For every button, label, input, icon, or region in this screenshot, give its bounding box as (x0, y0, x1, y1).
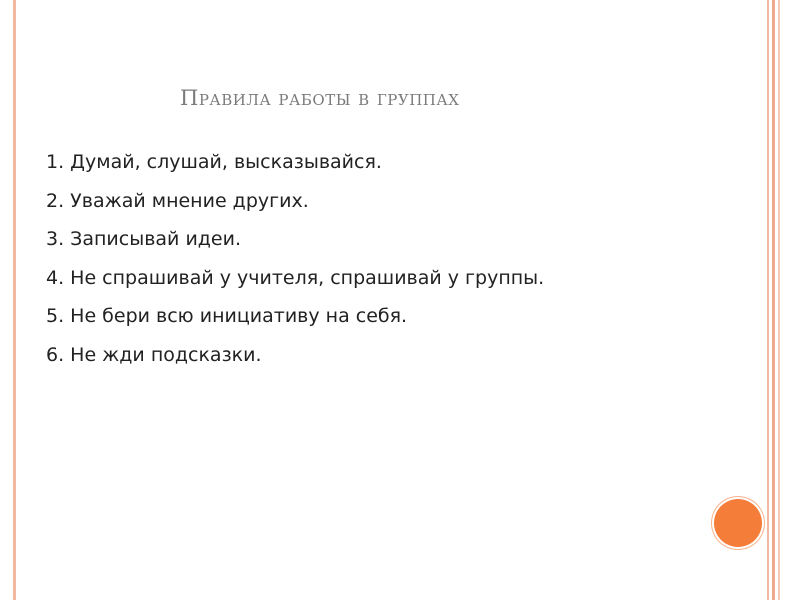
right-frame-line-2 (772, 0, 775, 600)
rules-list (46, 148, 544, 379)
rule-item-3: 3. Записывай идеи. (46, 228, 242, 250)
rule-item-5: 5. Не бери всю инициативу на себя. (46, 305, 408, 327)
rule-item-1: 1. Думай, слушай, высказывайся. (46, 151, 382, 173)
slide-title: Правила работы в группах (180, 86, 460, 110)
rule-item-6: 6. Не жди подсказки. (46, 343, 262, 366)
rule-item-4: 4. Не спрашивай у учителя, спрашивай у группы. (46, 266, 545, 289)
left-frame-line (13, 0, 16, 600)
rule-item-2: 2. Уважай мнение других. (46, 189, 309, 212)
right-frame-line-3 (778, 0, 780, 600)
right-frame-line-1 (767, 0, 769, 600)
orange-circle-icon (714, 499, 762, 547)
